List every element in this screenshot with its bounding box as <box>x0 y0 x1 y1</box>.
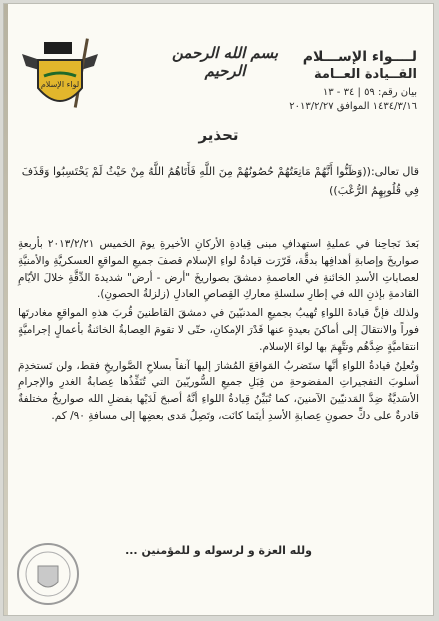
closing-line: ولله العزة و لرسوله و للمؤمنين ... <box>125 544 312 557</box>
statement-info <box>217 86 417 114</box>
quran-verse: قال تعالى:((وَظَنُّوا أَنَّهُمْ مَانِعَتُهُمْ حُصُونُهُمْ مِنَ اللَّهِ فَأَتَاهُمُ اللَّهُ مِنْ حَيْثُ لَمْ يَحْتَسِبُوا وَقَذَفَ فِي قُلُوبِهِمُ الرُّعْبَ)) <box>21 165 419 197</box>
basmala-calligraphy: بسم الله الرحمن الرحيم <box>171 44 279 80</box>
paragraph-3: وتُعلِنُ قيادةُ اللواءِ أنَّها ستَضربُ المَواقعَ المُشارَ إليها آنفاً بسلاحِ الصَّواريخِ فقط، ولن تَستخدِمَ أسلوبَ التفجيراتِ المفضوحةِ من قِبَلِ جميعِ السُّوريّينَ التي تُنَفِّذُها عِصابةُ الغدرِ والإجرامِ الأسَديَّةُ ضِدَّ المَدنيّينَ الآمنينَ، كما تُبَيِّنُ قِيادةُ اللواءِ أنَّهُ أصبحَ لَدَيْها بفضلِ الله صواريخُ مختلفةٌ قادرةٌ على دكِّ حصونِ عِصابةِ الأسدِ أينَما كانَت، وتَصِلُ مَدى بعضِها إلى مسافةِ ٩٠/ كم. <box>18 359 419 422</box>
paragraph-2: ولذلك فإنَّ قيادةَ اللواءِ تُهيبُ بجميعِ المدنيّينَ في دمشقَ القاطنينَ قُربَ هذهِ المواقعِ مغادرتَها فوراً والانتقالَ إلى أماكنَ بعيدةٍ عنها قَدْرَ الإمكانِ، حتّى لا تقومَ العِصابةُ الخائنةُ بأعمالٍ إجراميَّةٍ انتقاميَّةٍ ضِدَّهُم وتتَّهِمَ بها لواءَ الإسلام. <box>18 307 419 353</box>
brigade-seal-icon <box>12 536 82 610</box>
organization-header <box>297 48 417 84</box>
statement-number: بيان رقم: ٥٩ | ٣٤ - ١٣ <box>322 87 417 98</box>
document-page <box>3 3 434 616</box>
paragraph-1: بَعدَ نَجاحِنا في عمليةِ استهدافِ مبنى قِيادةِ الأركانِ الأخيرةِ يومَ الخميس ٢٠١٣/٢/٢١ بأربعةِ صواريخَ وإصابةِ أهدافِها بدقَّة، قَرّرَت قيادةُ لواءِ الإسلام قصفَ جميعِ المواقعِ العسكريَّةِ والأمنيَّةِ لعصاباتِ الأسدِ الخائنةِ في العاصمةِ دمشقَ بصواريخَ "أرض - أرض" شديدةَ الدِّقَّةِ خلالَ الأيّامِ القادمةِ بإذنِ الله في إطارِ سلسلةِ معاركِ القِصاصِ العادلِ (زلزلةُ الحصونِ). <box>18 238 419 301</box>
statement-date: ١٤٣٤/٣/١٦ الموافق ٢٠١٣/٢/٢٧ <box>289 101 417 112</box>
statement-body <box>18 236 419 427</box>
page-edge <box>4 4 8 615</box>
emblem-text: لواء الإسلام <box>40 80 80 89</box>
org-subtitle: القــيادة العــامة <box>313 67 417 82</box>
brigade-emblem-icon <box>16 32 104 120</box>
org-name: لــــواء الإســـلام <box>302 49 417 65</box>
seal-shield <box>38 566 58 587</box>
emblem-flag <box>44 42 72 54</box>
document-title: تحذير <box>198 126 239 144</box>
